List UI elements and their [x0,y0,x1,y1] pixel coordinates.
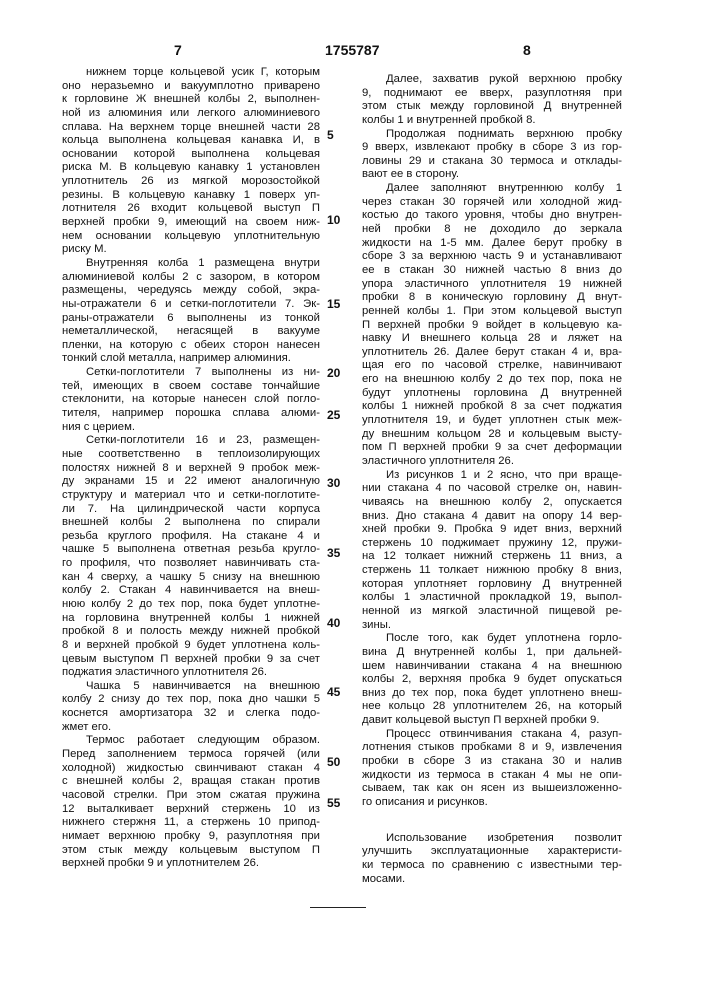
text-line: Использование изобретения позволит [362,832,622,846]
text-line: колбу 2. Стакан 4 навинчивается на внеш- [62,584,320,598]
line-number: 45 [327,685,340,699]
text-line: оно неразьемно и вакуумплотно приварено [62,80,320,94]
text-line: пом П верхней пробки 9 за счет деформации [362,441,622,455]
text-line: После того, как будет уплотнена горло- [362,632,622,646]
text-line: вниз до тех пор, пока будет уплотнено внеш- [362,687,622,701]
text-line: 9 вверх, извлекают пробку в сборе 3 из гор- [362,141,622,155]
text-line: ренней колбы 1. При этом кольцевой выступ [362,305,622,319]
text-line: жидкости из термоса в стакан 4 мы не опи- [362,769,622,783]
text-line: вают ее в сторону. [362,168,622,182]
text-line: навку И внешнего кольца 28 и ляжет на [362,332,622,346]
text-line: 8 и верхней пробкой 9 будет уплотнена коль- [62,639,320,653]
text-line: колбы 2, верхняя пробка 9 будет опускаться [362,673,622,687]
paragraph [62,680,320,735]
text-line: давит кольцевой выступ П верхней пробки 9. [362,714,622,728]
text-line: с внешней колбы 2, вращая стакан против [62,775,320,789]
paragraph [362,832,622,887]
text-line: колбы 1 эластичной прокладкой 19, выпол- [362,591,622,605]
text-line: его на внешнюю колбу 2 до тех пор, пока не [362,373,622,387]
text-line: алюминиевой колбы 2 с зазором, в котором [62,271,320,285]
line-number: 40 [327,616,340,630]
text-line: Далее заполняют внутреннюю колбу 1 [362,182,622,196]
text-line: лотнения стыков пробками 8 и 9, извлечения [362,741,622,755]
text-line: Процесс отвинчивания стакана 4, разуп- [362,728,622,742]
text-line: го описания и рисунков. [362,796,622,810]
text-line: которая уплотняет горловину Д внутренней [362,578,622,592]
left-text-column [62,66,320,871]
text-line: сплава. На верхнем торце внешней части 28 [62,121,320,135]
text-line: кольца выполнена кольцевая канавка И, в [62,134,320,148]
line-number: 25 [327,408,340,422]
text-line: упора эластичного уплотнителя 19 нижней [362,278,622,292]
text-line: верхней пробки 9, имеющий на своем ниж- [62,216,320,230]
page-number-left: 7 [174,42,182,58]
right-text-column [362,73,622,886]
text-line: основании которой выполнена кольцевая [62,148,320,162]
text-line: чиваясь на внешнюю колбу 2, опускается [362,496,622,510]
text-line: нижнего стержня 11, а стержень 10 припод- [62,816,320,830]
text-line: размещены, чередуясь между собой, экра- [62,284,320,298]
text-line: ли 7. На цилиндрической части корпуса [62,503,320,517]
text-line: Сетки-поглотители 7 выполнены из ни- [62,366,320,380]
text-line: пробки в сборе 3 из стакана 30 и налив [362,755,622,769]
text-line: резины. В кольцевую канавку 1 поверх уп- [62,189,320,203]
paragraph [62,734,320,870]
text-line: нии стакана 4 по часовой стрелке он, навин- [362,482,622,496]
line-number: 50 [327,755,340,769]
text-line: ней пробки 8 не доходило до зеркала [362,223,622,237]
line-number: 35 [327,546,340,560]
patent-number: 1755787 [325,42,380,58]
text-line: колбы 1 нижней пробкой 8 за счет поджатия [362,400,622,414]
text-line: го профиля, что позволяет навинчивать ста- [62,557,320,571]
text-line: риска М. В кольцевую канавку 1 установлен [62,161,320,175]
text-line: стержень 11 толкает нижнюю пробку 8 вниз, [362,564,622,578]
text-line: нимает верхнюю пробку 9, разуплотняя при [62,830,320,844]
text-line: Сетки-поглотители 16 и 23, размещен- [62,434,320,448]
text-line: шем навинчивании стакана 4 на внешнюю [362,660,622,674]
text-line: Продолжая поднимать верхнюю пробку [362,128,622,142]
text-line: тей, имеющих в своем составе тончайшие [62,380,320,394]
paragraph [62,434,320,680]
paragraph [362,728,622,810]
text-line: вниз. Дно стакана 4 давит на опору 14 вер- [362,510,622,524]
page-number-right: 8 [523,42,531,58]
text-line: ду внешним кольцом 28 и кольцевым высту- [362,428,622,442]
line-number: 5 [327,128,334,142]
paragraph [362,128,622,183]
paragraph [362,73,622,128]
text-line: коснется амортизатора 32 и слегка подо- [62,707,320,721]
text-line: часовой стрелки. При этом сжатая пружина [62,789,320,803]
text-line: тонкий слой металла, например алюминия. [62,352,320,366]
text-line: эластичного уплотнителя 26. [362,455,622,469]
text-line: уплотнитель 26. Далее берут стакан 4 и, вра- [362,346,622,360]
text-line: Из рисунков 1 и 2 ясно, что при враще- [362,469,622,483]
text-line: мосами. [362,873,622,887]
text-line: цевым выступом П верхней пробки 9 за счет [62,653,320,667]
text-line: уплотнителя 19, и будет уплотнен стык меж- [362,414,622,428]
text-line: ее в стакан 30 нижней частью 8 вниз до [362,264,622,278]
paragraph [362,469,622,633]
text-line: нее кольцо 28 уплотнителем 26, на который [362,700,622,714]
text-line: костью до такого уровня, чтобы дно внутрен- [362,209,622,223]
text-line: этом стык между кольцевым выступом П [62,844,320,858]
paragraph [62,257,320,366]
text-line: нем основании кольцевую уплотнительную [62,230,320,244]
text-line: жмет его. [62,721,320,735]
text-line: ловины 29 и стакана 30 термоса и отклады- [362,155,622,169]
paragraph [62,66,320,257]
text-line: чашке 5 выполнена ответная резьба кругло- [62,543,320,557]
text-line: лотнителя 26 входит кольцевой выступ П [62,202,320,216]
paragraph [362,182,622,468]
text-line: колбы 1 и внутренней пробкой 8. [362,114,622,128]
text-line: пробки 8 в коническую горловину Д внут- [362,291,622,305]
text-line: нюю колбу 2 до тех пор, пока будет уплотне- [62,598,320,612]
text-line: Далее, захватив рукой верхнюю пробку [362,73,622,87]
text-line: стержень 10 поджимает пружину 12, пружи- [362,537,622,551]
text-line: Термос работает следующим образом. [62,734,320,748]
text-line: ные соответственно в теплоизолирующих [62,448,320,462]
text-line: сываем, так как он ясен из вышеизложенно- [362,782,622,796]
text-line: полостях нижней 8 и верхней 9 пробок меж- [62,462,320,476]
text-line: пленки, на которую с обеих сторон нанесен [62,339,320,353]
text-line: щая его по часовой стрелке, навинчивают [362,359,622,373]
text-line: ки термоса по сравнению с известными тер- [362,859,622,873]
text-line: резьба круглого профиля. На стакане 4 и [62,530,320,544]
text-line: ния с церием. [62,421,320,435]
text-line: раны-отражатели 6 выполнены из тонкой [62,312,320,326]
text-line: на горловина внутренней колбы 1 нижней [62,612,320,626]
text-line: колбу 2 снизу до тех пор, пока дно чашки 5 [62,693,320,707]
text-line: на 12 толкает нижний стержень 11 вниз, а [362,550,622,564]
text-line: жидкости на 1-5 мм. Далее берут пробку в [362,237,622,251]
line-number: 10 [327,213,340,227]
text-line: П верхней пробки 9 войдет в кольцевую ка- [362,319,622,333]
text-line: пробкой 8 и полость между нижней пробкой [62,625,320,639]
text-line: к горловине Ж внешней колбы 2, выполнен- [62,93,320,107]
text-line: неметаллической, негасящей в вакууме [62,325,320,339]
text-line: вина Д внутренней колбы 1, при дальней- [362,646,622,660]
text-line: ны-отражатели 6 и сетки-поглотители 7. Эк- [62,298,320,312]
text-line: риску М. [62,243,320,257]
text-line: холодной) жидкостью свинчивают стакан 4 [62,762,320,776]
text-line: тителя, например порошка сплава алюми- [62,407,320,421]
line-number: 30 [327,476,340,490]
text-line: ненной из мягкой эластичной пищевой ре- [362,605,622,619]
text-line: стеклонити, на которые нанесен слой погло- [62,393,320,407]
line-number: 55 [327,796,340,810]
text-line: кан 4 сверху, а чашку 5 снизу на внешнюю [62,571,320,585]
line-number: 15 [327,297,340,311]
text-line: ной из алюминия или легкого алюминиевого [62,107,320,121]
text-line: 12 выталкивает верхний стержень 10 из [62,803,320,817]
text-line: хней пробки 9. Пробка 9 идет вниз, верхний [362,523,622,537]
text-line: будут уплотнены горловина Д внутренней [362,387,622,401]
paragraph [362,632,622,727]
text-line: зины. [362,619,622,633]
text-line: Чашка 5 навинчивается на внешнюю [62,680,320,694]
text-line: поджатия эластичного уплотнителя 26. [62,666,320,680]
text-line: этом стык между горловиной Д внутренней [362,100,622,114]
text-line: ду экранами 15 и 22 имеют аналогичную [62,475,320,489]
text-line: Внутренняя колба 1 размещена внутри [62,257,320,271]
text-line: нижнем торце кольцевой усик Г, которым [62,66,320,80]
text-line: структуру и материал что и сетки-поглотите- [62,489,320,503]
text-line: сборе 3 за верхнюю часть 9 и устанавливают [362,250,622,264]
end-rule [310,907,366,908]
text-line: 9, поднимают ее вверх, разуплотняя при [362,87,622,101]
text-line: через стакан 30 горячей или холодной жид- [362,196,622,210]
text-line: улучшить эксплуатационные характеристи- [362,845,622,859]
paragraph [62,366,320,434]
text-line: Перед заполнением термоса горячей (или [62,748,320,762]
text-line: уплотнитель 26 из мягкой морозостойкой [62,175,320,189]
text-line: внешней колбы 2 выполнена по спирали [62,516,320,530]
line-number: 20 [327,366,340,380]
text-line: верхней пробки 9 и уплотнителем 26. [62,857,320,871]
